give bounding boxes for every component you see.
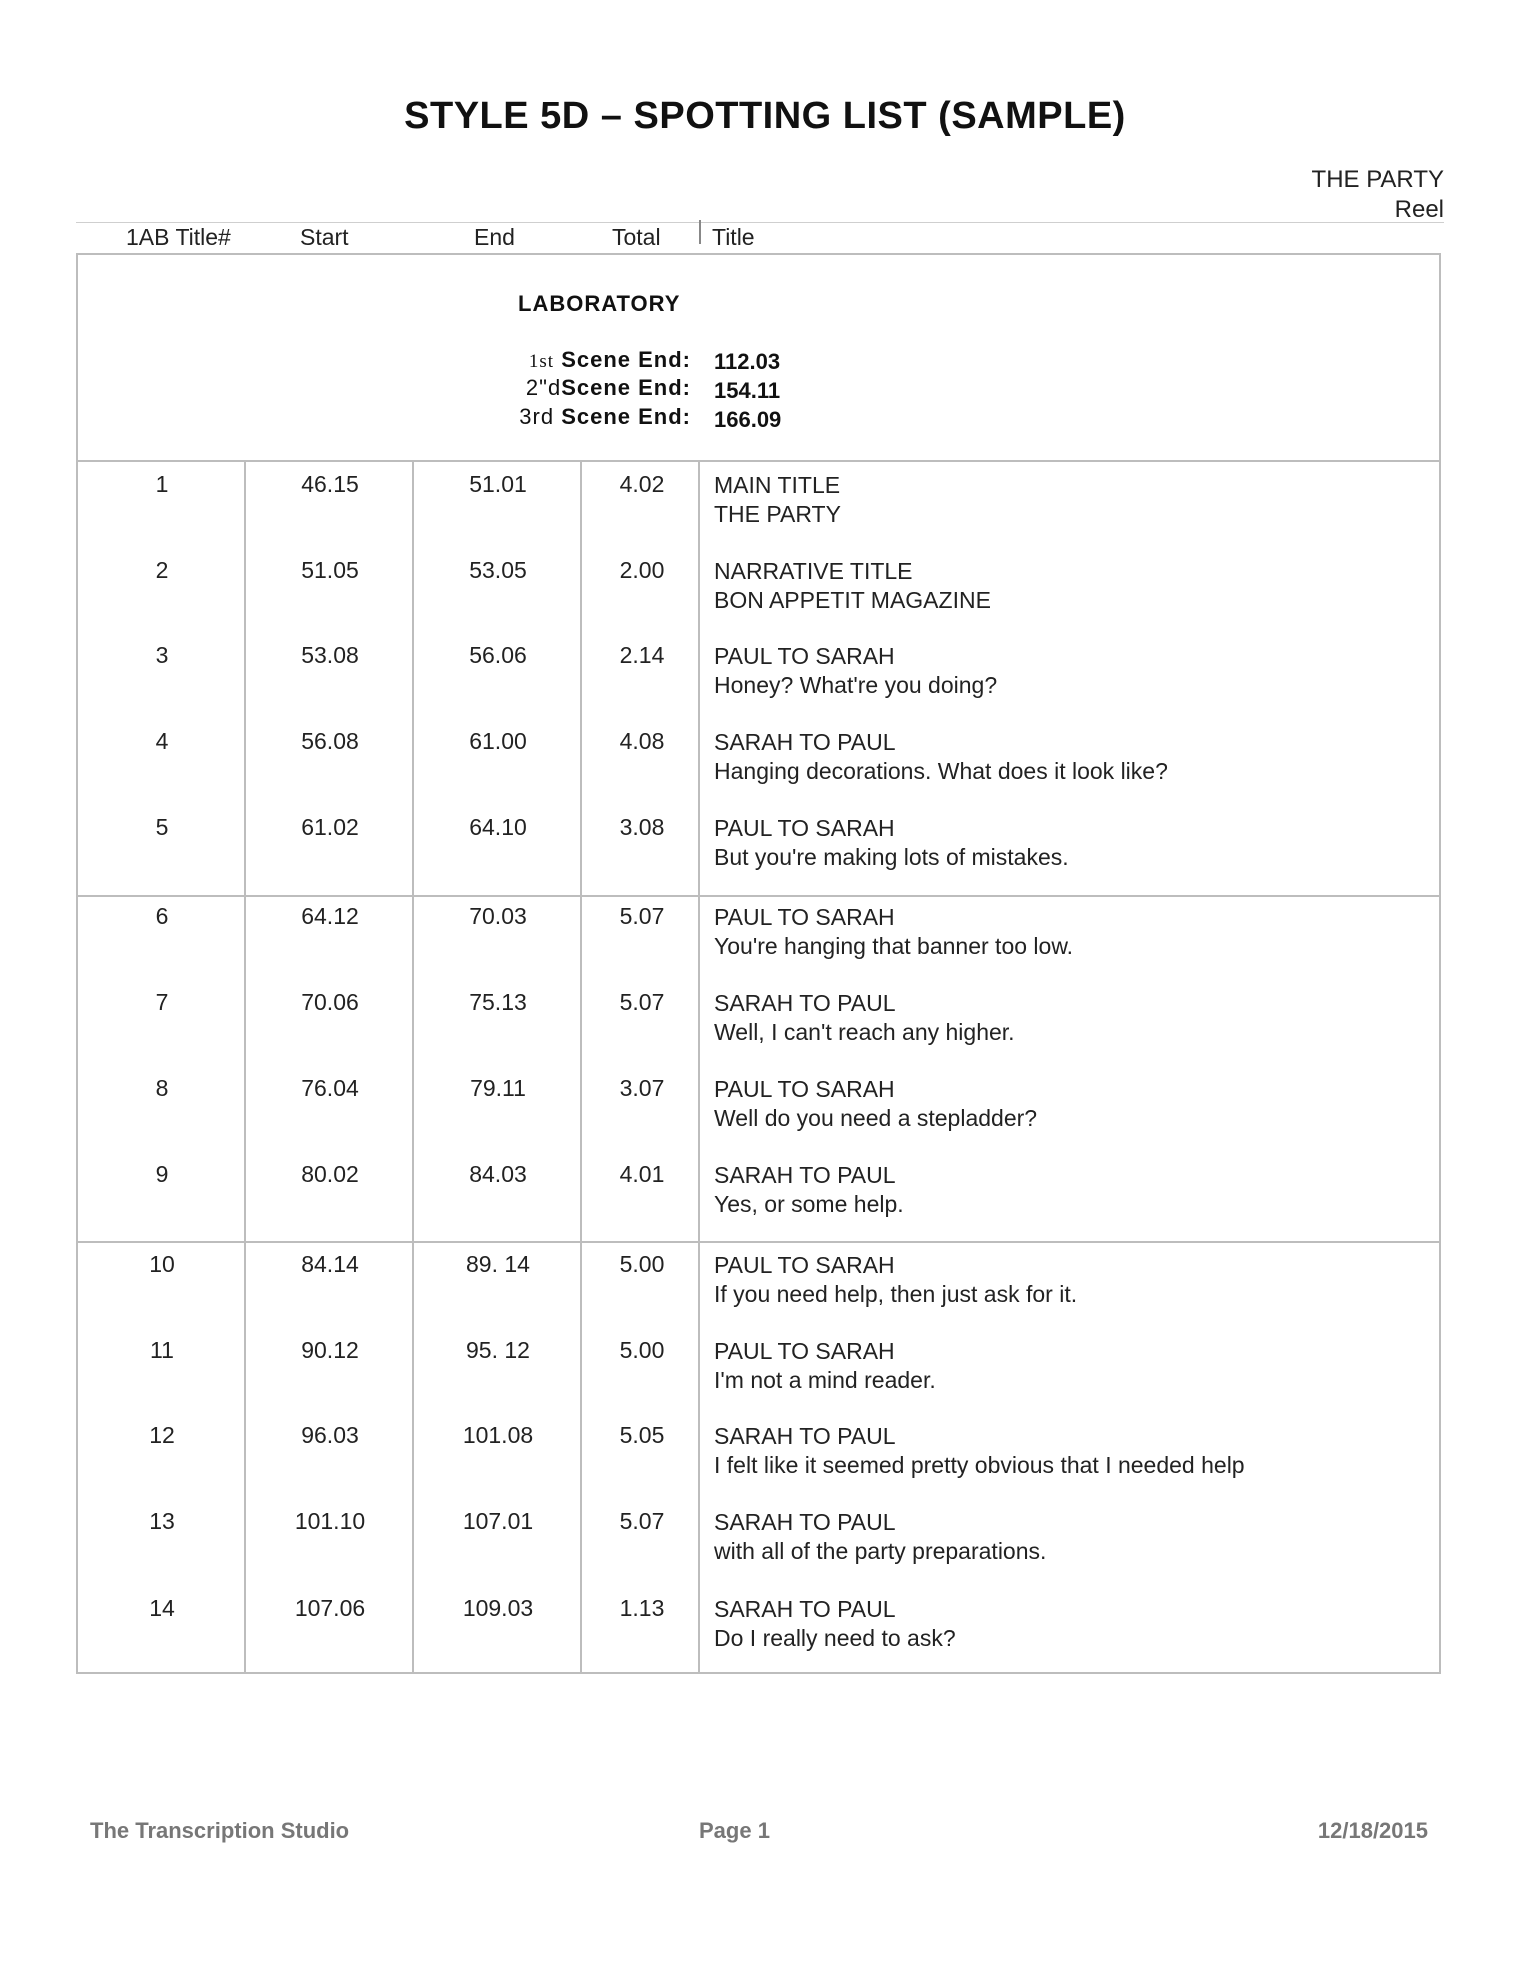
- end-time: 75.13: [469, 989, 527, 1015]
- title-number: 9: [155, 1161, 169, 1187]
- start-time: 61.02: [301, 814, 359, 840]
- title-number: 8: [155, 1075, 169, 1101]
- title-number: 11: [150, 1337, 174, 1363]
- end-time: 64.10: [469, 814, 527, 840]
- footer-page: Page 1: [699, 1818, 770, 1843]
- total-time: 5.00: [619, 1251, 665, 1277]
- end-time: 101.08: [462, 1422, 534, 1448]
- scene-end-value: 166.09: [714, 407, 782, 432]
- end-time: 79.11: [470, 1075, 526, 1101]
- dialogue-line: BON APPETIT MAGAZINE: [714, 587, 991, 613]
- dialogue-line: Hanging decorations. What does it look like?: [714, 758, 1168, 784]
- dialogue-line: Do I really need to ask?: [714, 1625, 956, 1651]
- title-number: 5: [155, 814, 169, 840]
- speaker-label: PAUL TO SARAH: [714, 1338, 895, 1364]
- start-time: 76.04: [301, 1075, 359, 1101]
- dialogue-line: I'm not a mind reader.: [714, 1367, 936, 1393]
- speaker-label: SARAH TO PAUL: [714, 1509, 896, 1535]
- speaker-label: SARAH TO PAUL: [714, 990, 896, 1016]
- speaker-label: PAUL TO SARAH: [714, 904, 895, 930]
- end-time: 89. 14: [466, 1251, 530, 1277]
- column-header-title: Title: [712, 224, 755, 250]
- title-number: 1: [155, 471, 169, 497]
- speaker-label: SARAH TO PAUL: [714, 1162, 896, 1188]
- scene-label-text: Scene End:: [561, 404, 691, 429]
- end-time: 61.00: [469, 728, 527, 754]
- end-time: 51.01: [469, 471, 527, 497]
- table-row: [78, 814, 1439, 900]
- total-time: 1.13: [619, 1595, 665, 1621]
- total-time: 5.00: [619, 1337, 665, 1363]
- dialogue-line: I felt like it seemed pretty obvious that I needed help: [714, 1452, 1245, 1478]
- scene-ordinal: 1st: [528, 351, 555, 372]
- title-number: 2: [155, 557, 169, 583]
- laboratory-heading: LABORATORY: [518, 291, 681, 316]
- column-header-separator: [699, 220, 701, 244]
- dialogue-line: If you need help, then just ask for it.: [714, 1281, 1078, 1307]
- footer-company: The Transcription Studio: [90, 1818, 350, 1843]
- end-time: 107.01: [462, 1508, 534, 1534]
- speaker-label: SARAH TO PAUL: [714, 1423, 896, 1449]
- end-time: 53.05: [469, 557, 527, 583]
- subtitle-text: [714, 1251, 1414, 1309]
- title-number: 12: [149, 1422, 175, 1448]
- start-time: 101.10: [294, 1508, 366, 1534]
- subtitle-text: [714, 1508, 1414, 1566]
- speaker-label: PAUL TO SARAH: [714, 643, 895, 669]
- total-time: 2.14: [619, 642, 665, 668]
- subtitle-text: [714, 1337, 1414, 1395]
- end-time: 56.06: [469, 642, 527, 668]
- title-number: 3: [155, 642, 169, 668]
- subtitle-text: [714, 1161, 1414, 1219]
- end-time: 70.03: [469, 903, 527, 929]
- speaker-label: SARAH TO PAUL: [714, 1596, 896, 1622]
- start-time: 64.12: [301, 903, 359, 929]
- title-number: 13: [149, 1508, 175, 1534]
- start-time: 56.08: [301, 728, 359, 754]
- speaker-label: PAUL TO SARAH: [714, 1252, 895, 1278]
- table-row: [78, 642, 1439, 728]
- dialogue-line: with all of the party preparations.: [714, 1538, 1047, 1564]
- dialogue-line: Well, I can't reach any higher.: [714, 1019, 1015, 1045]
- footer-date: 12/18/2015: [1317, 1818, 1428, 1843]
- column-header-start: Start: [300, 224, 349, 250]
- title-number: 7: [155, 989, 169, 1015]
- table-row: [78, 1595, 1439, 1681]
- subtitle-text: [714, 471, 1414, 529]
- dialogue-line: Honey? What're you doing?: [714, 672, 998, 698]
- table-row: [78, 1161, 1439, 1247]
- reel-label: Reel: [1394, 196, 1444, 223]
- start-time: 96.03: [301, 1422, 359, 1448]
- scene-end-label: [529, 347, 691, 373]
- dialogue-line: But you're making lots of mistakes.: [714, 844, 1069, 870]
- speaker-label: MAIN TITLE: [714, 472, 841, 498]
- subtitle-text: [714, 728, 1414, 786]
- scene-ordinal: 3rd: [519, 404, 555, 429]
- table-row: [78, 1075, 1439, 1161]
- start-time: 107.06: [294, 1595, 366, 1621]
- total-time: 5.07: [619, 989, 665, 1015]
- subtitle-text: [714, 989, 1414, 1047]
- subtitle-text: [714, 1075, 1414, 1133]
- start-time: 70.06: [301, 989, 359, 1015]
- table-row: [78, 989, 1439, 1075]
- scene-label-text: Scene End:: [561, 375, 691, 400]
- film-title: THE PARTY: [1311, 166, 1444, 193]
- end-time: 109.03: [462, 1595, 534, 1621]
- start-time: 51.05: [301, 557, 359, 583]
- scene-label-text: Scene End:: [561, 347, 691, 372]
- scene-ordinal: 2"d: [525, 375, 562, 400]
- table-row: [78, 903, 1439, 989]
- title-number: 6: [155, 903, 169, 929]
- spotting-table: [76, 253, 1441, 1674]
- subtitle-text: [714, 642, 1414, 700]
- scene-end-value: 154.11: [714, 378, 781, 403]
- total-time: 5.05: [619, 1422, 665, 1448]
- header-divider: [76, 222, 1444, 223]
- subtitle-text: [714, 814, 1414, 872]
- subtitle-text: [714, 1595, 1414, 1653]
- start-time: 53.08: [301, 642, 359, 668]
- speaker-label: SARAH TO PAUL: [714, 729, 896, 755]
- table-row: [78, 728, 1439, 814]
- title-number: 14: [149, 1595, 175, 1621]
- end-time: 95. 12: [466, 1337, 530, 1363]
- column-header-end: End: [474, 224, 515, 250]
- start-time: 90.12: [301, 1337, 359, 1363]
- dialogue-line: Well do you need a stepladder?: [714, 1105, 1038, 1131]
- subtitle-text: [714, 557, 1414, 615]
- total-time: 3.07: [619, 1075, 665, 1101]
- total-time: 2.00: [619, 557, 665, 583]
- table-row: [78, 1337, 1439, 1423]
- end-time: 84.03: [469, 1161, 527, 1187]
- speaker-label: PAUL TO SARAH: [714, 1076, 895, 1102]
- dialogue-line: THE PARTY: [714, 501, 841, 527]
- table-row: [78, 1422, 1439, 1508]
- subtitle-text: [714, 903, 1414, 961]
- start-time: 84.14: [301, 1251, 359, 1277]
- document-title: STYLE 5D – SPOTTING LIST (SAMPLE): [404, 95, 1126, 137]
- total-time: 4.02: [619, 471, 665, 497]
- title-number: 4: [155, 728, 169, 754]
- scene-end-value: 112.03: [714, 349, 781, 374]
- laboratory-block: [78, 255, 1439, 462]
- table-row: [78, 557, 1439, 643]
- title-number: 10: [149, 1251, 175, 1277]
- table-row: [78, 1508, 1439, 1594]
- column-header-total: Total: [612, 224, 661, 250]
- column-header-title-num: 1AB Title#: [126, 224, 231, 250]
- subtitle-text: [714, 1422, 1414, 1480]
- total-time: 4.01: [619, 1161, 665, 1187]
- start-time: 46.15: [301, 471, 359, 497]
- table-row: [78, 1251, 1439, 1337]
- table-row: [78, 471, 1439, 557]
- scene-end-label: [519, 404, 691, 430]
- speaker-label: PAUL TO SARAH: [714, 815, 895, 841]
- scene-end-label: [526, 375, 691, 401]
- total-time: 4.08: [619, 728, 665, 754]
- total-time: 5.07: [619, 903, 665, 929]
- start-time: 80.02: [301, 1161, 359, 1187]
- speaker-label: NARRATIVE TITLE: [714, 558, 913, 584]
- dialogue-line: You're hanging that banner too low.: [714, 933, 1074, 959]
- dialogue-line: Yes, or some help.: [714, 1191, 904, 1217]
- total-time: 5.07: [619, 1508, 665, 1534]
- total-time: 3.08: [619, 814, 665, 840]
